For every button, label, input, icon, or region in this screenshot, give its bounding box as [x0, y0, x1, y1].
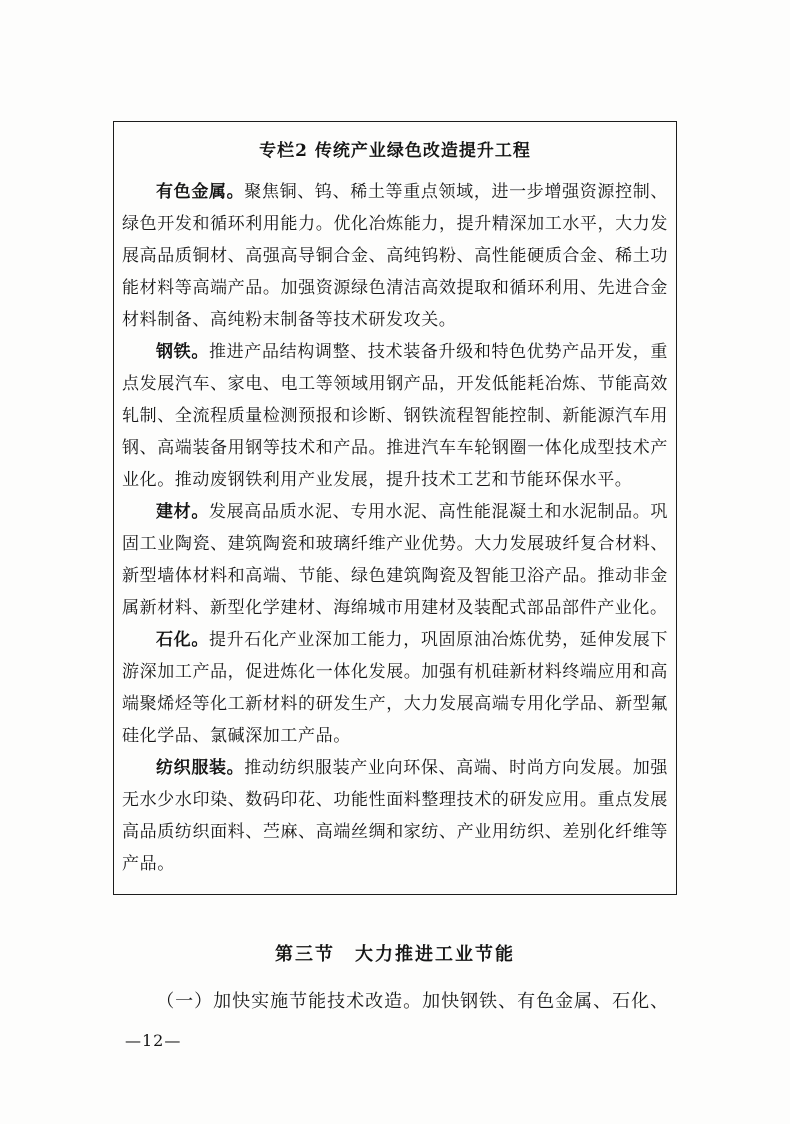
box-paragraph-textile-apparel — [122, 752, 668, 880]
section-body-paragraph: （一）加快实施节能技术改造。加快钢铁、有色金属、石化、 — [156, 991, 670, 1012]
paragraph-text: 推进产品结构调整、技术装备升级和特色优势产品开发，重点发展汽车、家电、电工等领域用钢产品，开发低能耗冶炼、节能高效轧制、全流程质量检测预报和诊断、钢铁流程智能控制、新能源汽车用钢、高端装备用钢等技术和产品。推进汽车车轮钢圈一体化成型技术产业化。推动废钢铁利用产业发展，提升技术工艺和节能环保水平。 — [122, 342, 668, 490]
paragraph-lead: 石化。 — [156, 630, 209, 650]
box-paragraph-nonferrous-metals — [122, 176, 668, 336]
paragraph-lead: 建材。 — [156, 502, 209, 522]
page-number: —12— — [125, 1031, 182, 1050]
paragraph-lead: 有色金属。 — [156, 182, 245, 202]
paragraph-lead: 纺织服装。 — [156, 758, 245, 778]
paragraph-text: 推动纺织服装产业向环保、高端、时尚方向发展。加强无水少水印染、数码印花、功能性面料整理技术的研发应用。重点发展高品质纺织面料、苎麻、高端丝绸和家纺、产业用纺织、差别化纤维等产品。 — [122, 758, 669, 874]
section-heading: 第三节 大力推进工业节能 — [275, 944, 515, 965]
paragraph-lead: 钢铁。 — [156, 342, 209, 362]
box-title: 专栏2 传统产业绿色改造提升工程 — [259, 141, 531, 161]
box-paragraph-steel — [122, 336, 668, 496]
feature-box — [113, 121, 677, 895]
box-paragraph-petrochemical — [122, 624, 668, 752]
box-paragraph-building-materials — [122, 496, 668, 624]
paragraph-text: 提升石化产业深加工能力，巩固原油冶炼优势，延伸发展下游深加工产品，促进炼化一体化发展。加强有机硅新材料终端应用和高端聚烯烃等化工新材料的研发生产，大力发展高端专用化学品、新型氟硅化学品、氯碱深加工产品。 — [122, 630, 668, 746]
paragraph-text: 发展高品质水泥、专用水泥、高性能混凝土和水泥制品。巩固工业陶瓷、建筑陶瓷和玻璃纤维产业优势。大力发展玻纤复合材料、新型墙体材料和高端、节能、绿色建筑陶瓷及智能卫浴产品。推动非金属新材料、新型化学建材、海绵城市用建材及装配式部品部件产业化。 — [122, 502, 668, 618]
paragraph-text: 聚焦铜、钨、稀土等重点领域，进一步增强资源控制、绿色开发和循环利用能力。优化冶炼能力，提升精深加工水平，大力发展高品质铜材、高强高导铜合金、高纯钨粉、高性能硬质合金、稀土功能材料等高端产品。加强资源绿色清洁高效提取和循环利用、先进合金材料制备、高纯粉末制备等技术研发攻关。 — [122, 182, 669, 330]
